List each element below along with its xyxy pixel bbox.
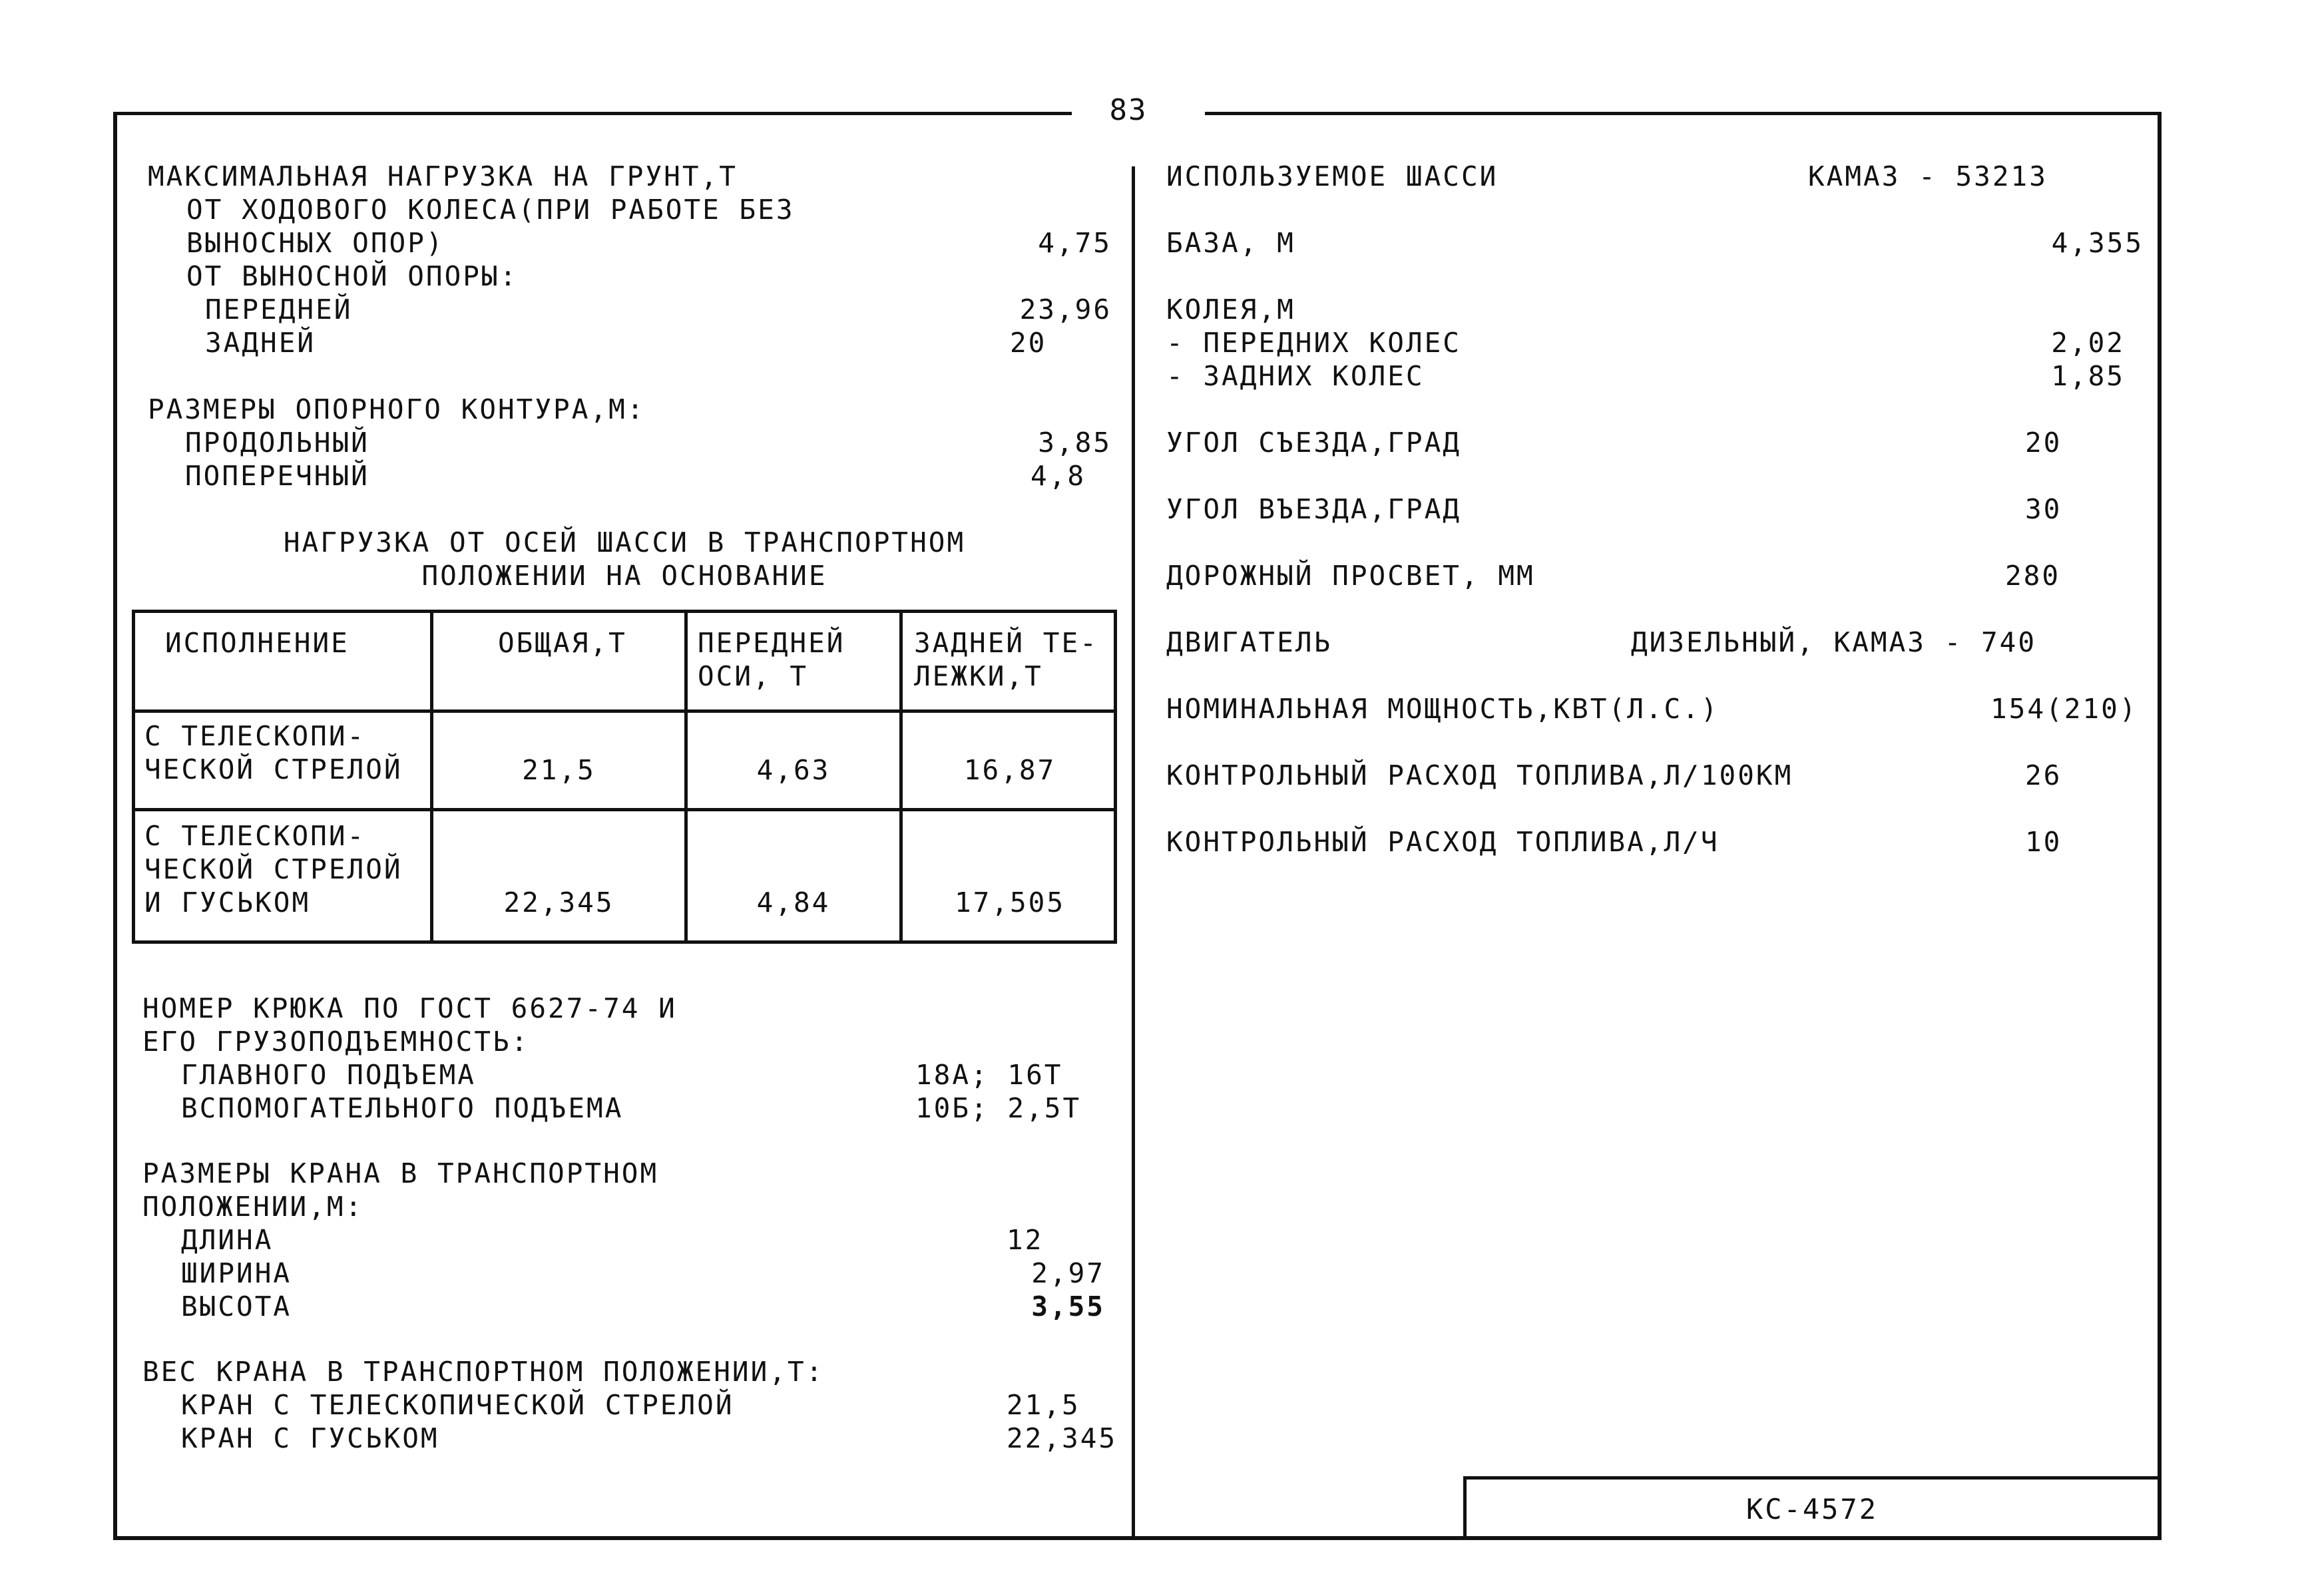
table-row2-front: 4,84 xyxy=(756,887,831,918)
track-label: КОЛЕЯ,М xyxy=(1166,294,1295,325)
contour-long-value: 3,85 xyxy=(1038,427,1112,459)
dims-height-label: ВЫСОТА xyxy=(181,1291,292,1322)
axle-table-title-1: НАГРУЗКА ОТ ОСЕЙ ШАССИ В ТРАНСПОРТНОМ xyxy=(283,526,966,558)
rear-outrigger-label: ЗАДНЕЙ xyxy=(205,327,316,359)
front-outrigger-value: 23,96 xyxy=(1019,294,1112,325)
track-front-value: 2,02 xyxy=(2051,327,2125,359)
axle-load-table xyxy=(132,610,1117,944)
fuel-km-label: КОНТРОЛЬНЫЙ РАСХОД ТОПЛИВА,Л/100КМ xyxy=(1166,759,1793,791)
hook-aux-label: ВСПОМОГАТЕЛЬНОГО ПОДЪЕМА xyxy=(181,1092,624,1124)
clearance-value: 280 xyxy=(2005,560,2061,592)
page-number: 83 xyxy=(1109,93,1148,127)
title-block xyxy=(1463,1476,2158,1540)
departure-value: 20 xyxy=(2025,427,2062,459)
clearance-label: ДОРОЖНЫЙ ПРОСВЕТ, ММ xyxy=(1166,560,1535,592)
weight-jib-label: КРАН С ГУСЬКОМ xyxy=(181,1422,439,1454)
front-outrigger-label: ПЕРЕДНЕЙ xyxy=(205,294,353,325)
engine-value: ДИЗЕЛЬНЫЙ, КАМАЗ - 740 xyxy=(1631,626,2037,658)
engine-label: ДВИГАТЕЛЬ xyxy=(1166,626,1333,658)
outrigger-label: ОТ ВЫНОСНОЙ ОПОРЫ: xyxy=(186,260,519,292)
base-value: 4,355 xyxy=(2051,227,2144,259)
table-row2-rear: 17,505 xyxy=(954,887,1066,918)
wheel-line2: ВЫНОСНЫХ ОПОР) xyxy=(186,227,445,259)
approach-value: 30 xyxy=(2025,493,2062,525)
top-border-right xyxy=(1205,112,2162,115)
axle-table-title-2: ПОЛОЖЕНИИ НА ОСНОВАНИЕ xyxy=(421,560,827,592)
dims-length-value: 12 xyxy=(1007,1224,1044,1256)
fuel-km-value: 26 xyxy=(2025,759,2062,791)
contour-cross-value: 4,8 xyxy=(1031,460,1086,492)
table-row2-total: 22,345 xyxy=(503,887,614,918)
hook-aux-value: 10Б; 2,5Т xyxy=(915,1092,1082,1124)
rear-outrigger-value: 20 xyxy=(1010,327,1047,359)
hook-line1: НОМЕР КРЮКА ПО ГОСТ 6627-74 И xyxy=(142,992,677,1024)
dims-width-label: ШИРИНА xyxy=(181,1257,292,1289)
weight-tele-label: КРАН С ТЕЛЕСКОПИЧЕСКОЙ СТРЕЛОЙ xyxy=(181,1389,734,1421)
approach-label: УГОЛ ВЪЕЗДА,ГРАД xyxy=(1166,493,1461,525)
contour-title: РАЗМЕРЫ ОПОРНОГО КОНТУРА,М: xyxy=(148,393,646,425)
chassis-value: КАМАЗ - 53213 xyxy=(1808,160,2048,192)
power-value: 154(210) xyxy=(1990,693,2138,725)
chassis-label: ИСПОЛЬЗУЕМОЕ ШАССИ xyxy=(1166,160,1498,192)
table-row1-front: 4,63 xyxy=(756,754,831,786)
ground-load-title: МАКСИМАЛЬНАЯ НАГРУЗКА НА ГРУНТ,Т xyxy=(148,160,738,192)
dims-height-value: 3,55 xyxy=(1031,1291,1105,1322)
table-header-variant: ИСПОЛНЕНИЕ xyxy=(165,627,349,659)
weight-title: ВЕС КРАНА В ТРАНСПОРТНОМ ПОЛОЖЕНИИ,Т: xyxy=(142,1356,825,1388)
table-header-front: ПЕРЕДНЕЙ ОСИ, Т xyxy=(698,627,845,692)
table-row1-name: С ТЕЛЕСКОПИ- ЧЕСКОЙ СТРЕЛОЙ xyxy=(144,720,403,785)
weight-tele-value: 21,5 xyxy=(1007,1389,1080,1421)
hook-line2: ЕГО ГРУЗОПОДЪЕМНОСТЬ: xyxy=(142,1026,530,1058)
table-row1-rear: 16,87 xyxy=(963,754,1056,786)
contour-long-label: ПРОДОЛЬНЫЙ xyxy=(185,427,369,459)
track-rear-value: 1,85 xyxy=(2051,360,2125,392)
table-row1-total: 21,5 xyxy=(522,754,596,786)
table-header-rear: ЗАДНЕЙ ТЕ- ЛЕЖКИ,Т xyxy=(914,627,1098,692)
weight-jib-value: 22,345 xyxy=(1007,1422,1118,1454)
hook-main-label: ГЛАВНОГО ПОДЪЕМА xyxy=(181,1059,476,1091)
dims-width-value: 2,97 xyxy=(1031,1257,1105,1289)
hook-main-value: 18А; 16Т xyxy=(915,1059,1063,1091)
power-label: НОМИНАЛЬНАЯ МОЩНОСТЬ,КВТ(Л.С.) xyxy=(1166,693,1720,725)
base-label: БАЗА, М xyxy=(1166,227,1295,259)
contour-cross-label: ПОПЕРЕЧНЫЙ xyxy=(185,460,369,492)
fuel-h-label: КОНТРОЛЬНЫЙ РАСХОД ТОПЛИВА,Л/Ч xyxy=(1166,826,1720,858)
top-border-left xyxy=(113,112,1072,115)
wheel-line1: ОТ ХОДОВОГО КОЛЕСА(ПРИ РАБОТЕ БЕЗ xyxy=(186,194,795,226)
wheel-value: 4,75 xyxy=(1038,227,1112,259)
track-front-label: - ПЕРЕДНИХ КОЛЕС xyxy=(1166,327,1461,359)
dims-line2: ПОЛОЖЕНИИ,М: xyxy=(142,1191,364,1223)
table-row2-name: С ТЕЛЕСКОПИ- ЧЕСКОЙ СТРЕЛОЙ И ГУСЬКОМ xyxy=(144,820,403,918)
dims-length-label: ДЛИНА xyxy=(181,1224,274,1256)
model-designation: КС-4572 xyxy=(1745,1493,1878,1525)
track-rear-label: - ЗАДНИХ КОЛЕС xyxy=(1166,360,1425,392)
table-header-total: ОБЩАЯ,Т xyxy=(498,627,627,659)
dims-line1: РАЗМЕРЫ КРАНА В ТРАНСПОРТНОМ xyxy=(142,1157,659,1189)
table-hline xyxy=(135,808,1114,811)
departure-label: УГОЛ СЪЕЗДА,ГРАД xyxy=(1166,427,1461,459)
fuel-h-value: 10 xyxy=(2025,826,2062,858)
column-divider xyxy=(1132,166,1135,1540)
table-hline xyxy=(135,709,1114,713)
